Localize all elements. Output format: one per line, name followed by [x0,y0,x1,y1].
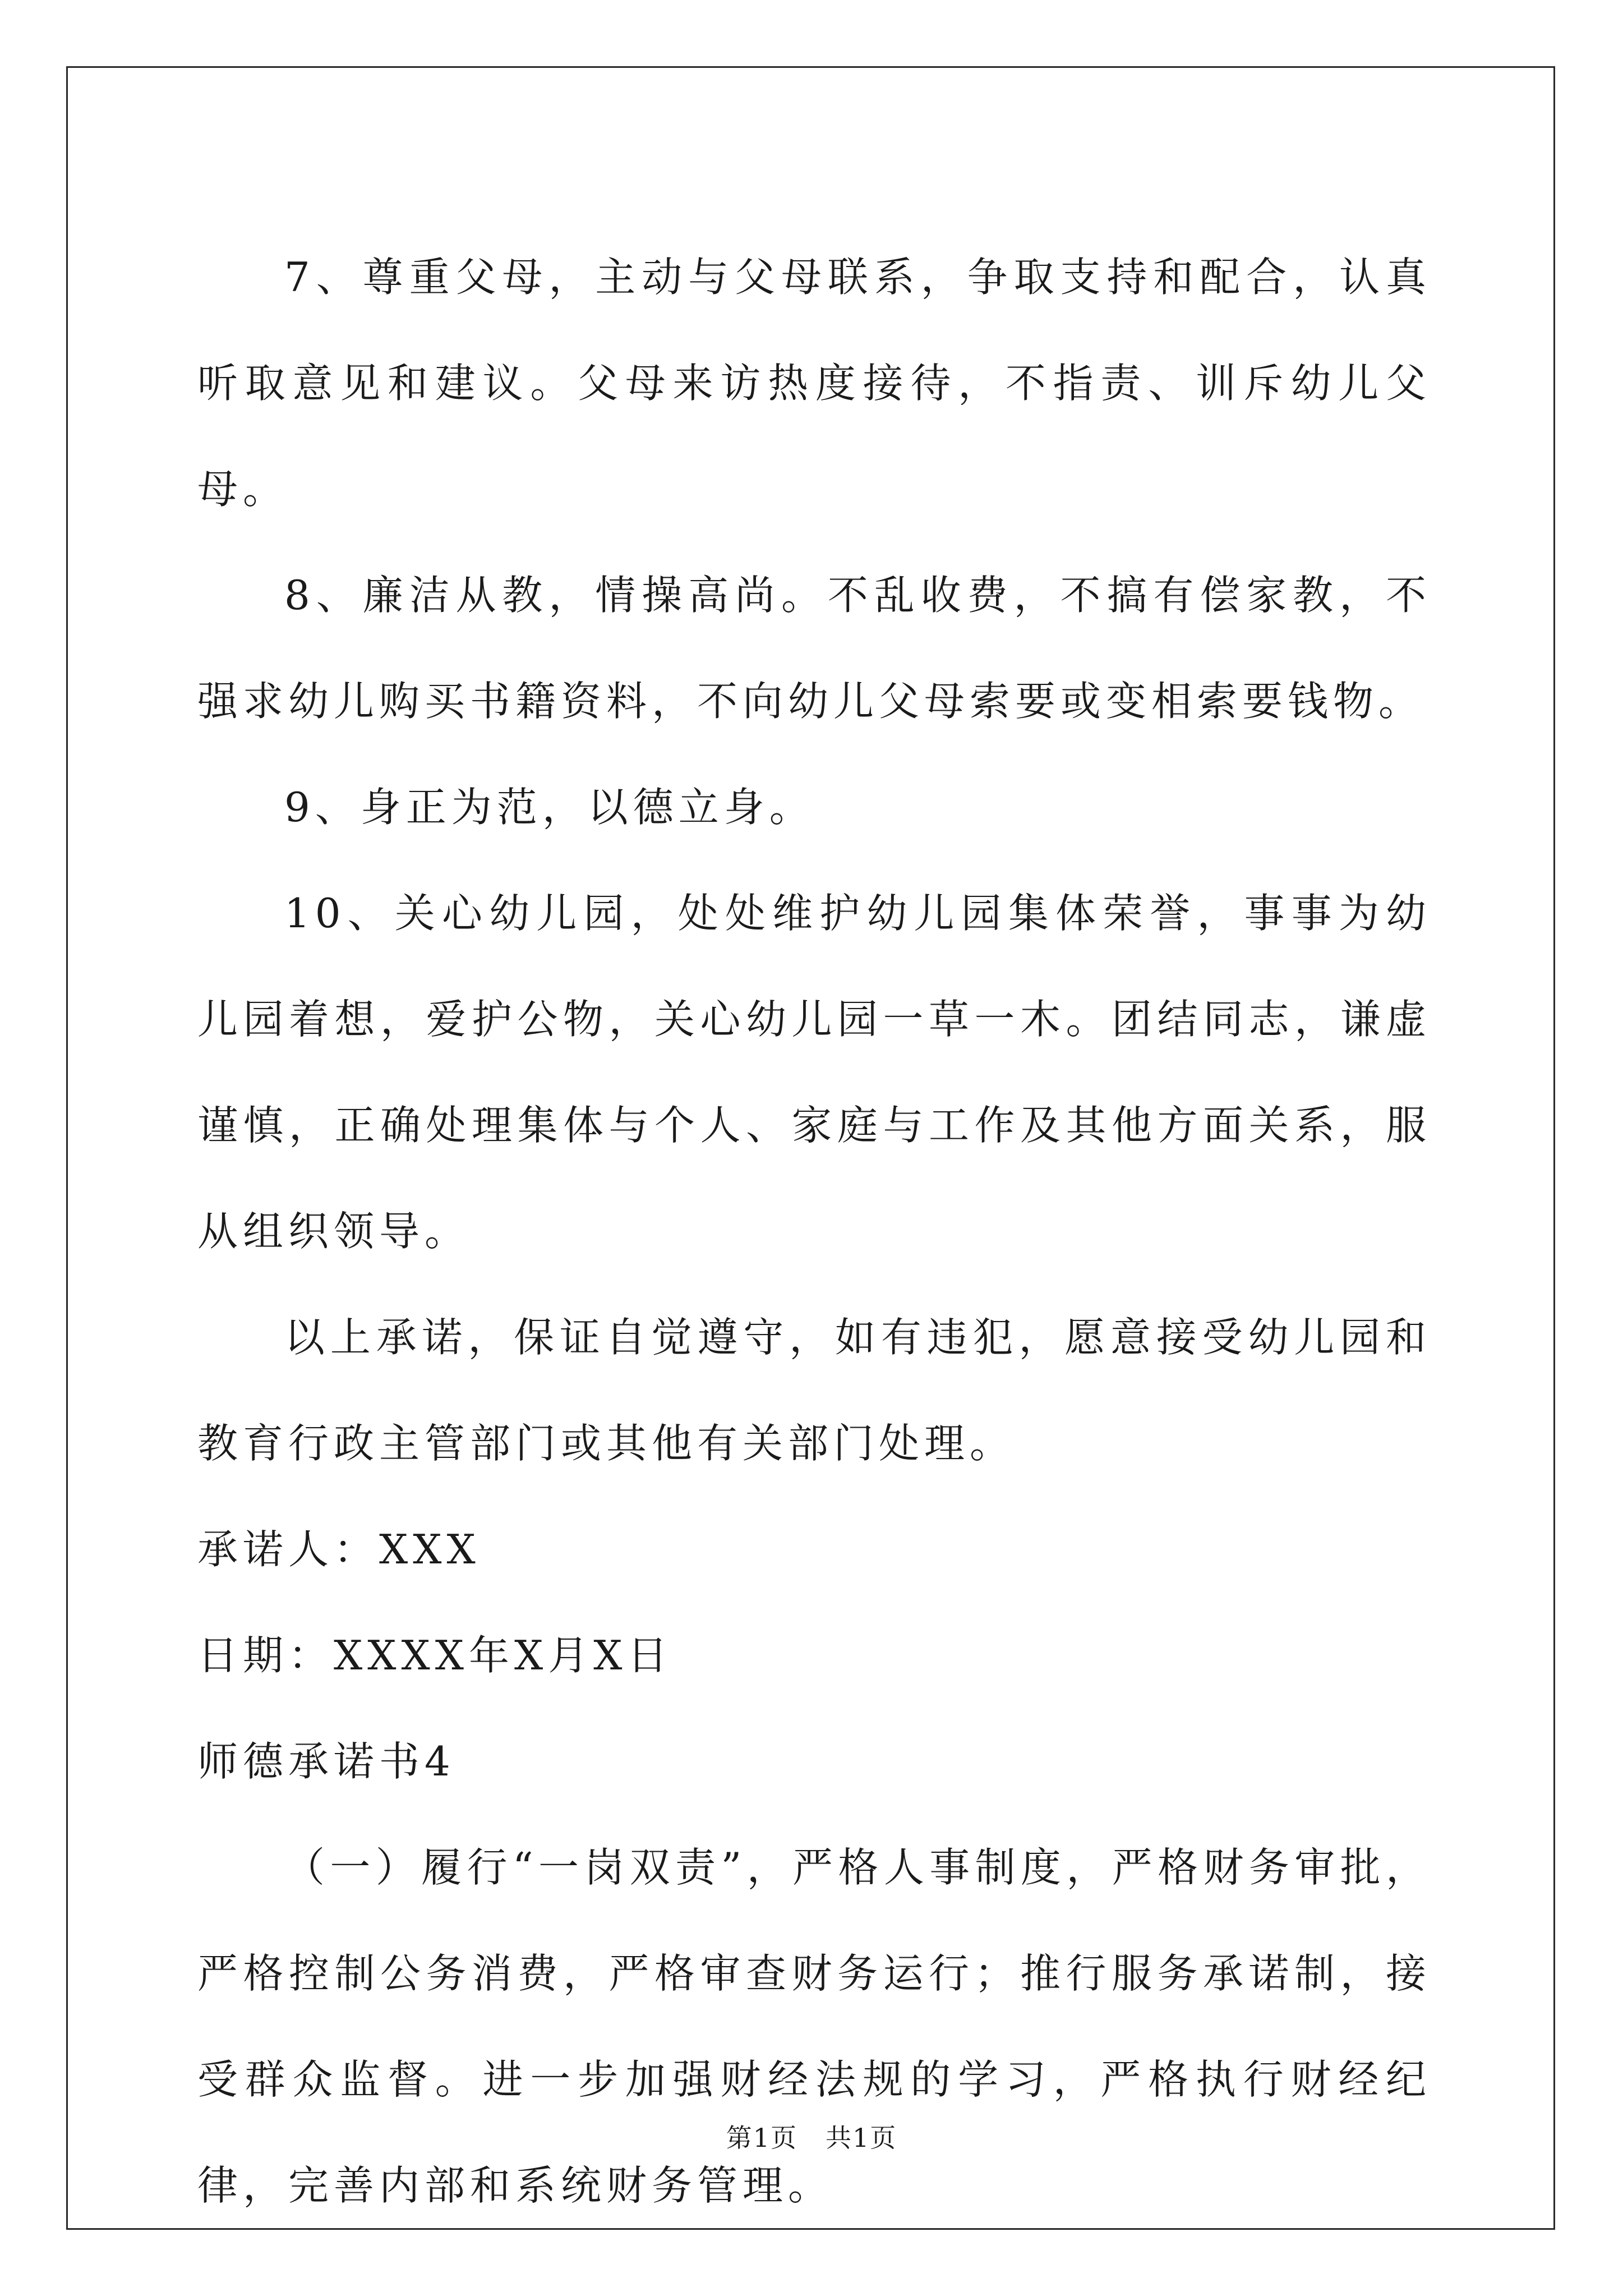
section-paragraph: （一）履行“一岗双责”，严格人事制度，严格财务审批，严格控制公务消费，严格审查财务运行；推行服务承诺制，接受群众监督。进一步加强财经法规的学习，严格执行财经纪律，完善内部和系统财务管理。 [197,1844,1431,2209]
paragraph-item-9: 9、身正为范，以德立身。 [284,784,815,831]
page-number: 第1页 [726,2123,797,2153]
page-total: 共1页 [826,2123,897,2153]
date-line: 日期：XXXX年X月X日 [197,1632,673,1679]
section-title: 师德承诺书4 [197,1738,455,1785]
document-body [197,224,1431,2239]
paragraph-item-10: 10、关心幼儿园，处处维护幼儿园集体荣誉，事事为幼儿园着想，爱护公物，关心幼儿园一草一木。团结同志，谦虚谨慎，正确处理集体与个人、家庭与工作及其他方面关系，服从组织领导。 [197,890,1431,1255]
paragraph-item-8: 8、廉洁从教，情操高尚。不乱收费，不搞有偿家教，不强求幼儿购买书籍资料，不向幼儿父母索要或变相索要钱物。 [197,572,1431,725]
paragraph-item-7: 7、尊重父母，主动与父母联系，争取支持和配合，认真听取意见和建议。父母来访热度接待，不指责、训斥幼儿父母。 [197,254,1431,513]
closing-paragraph: 以上承诺，保证自觉遵守，如有违犯，愿意接受幼儿园和教育行政主管部门或其他有关部门处理。 [197,1314,1431,1467]
page-footer [0,2118,1623,2155]
signer-line: 承诺人：XXX [197,1526,481,1573]
